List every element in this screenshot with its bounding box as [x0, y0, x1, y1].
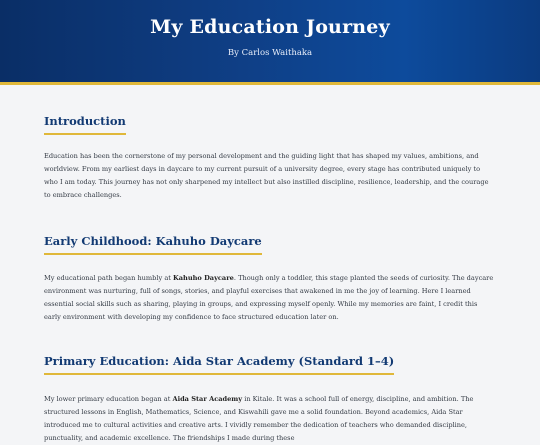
paragraph-text: My lower primary education began at: [44, 395, 173, 403]
section-heading-introduction: Introduction: [44, 114, 126, 135]
section-paragraph-early-childhood: [44, 272, 496, 324]
paragraph-text: My educational path began humbly at: [44, 274, 174, 282]
section-paragraph-primary-education: [44, 393, 496, 445]
paragraph-text: in Kitale. It was a school full of energy, discipline, and ambition. The structured lessons in English, Mathematics, Science, and Kiswahili gave me a solid foundation. Beyond academics, Aida Star introduced me to cultural activities and creative arts. I vividly remember the dedication of teachers who demanded discipline, punctuality, and academic excellence. The friendships I made during these: [44, 395, 474, 442]
author-byline: By Carlos Waithaka: [227, 48, 313, 58]
section-heading-primary-education: Primary Education: Aida Star Academy (Standard 1–4): [44, 354, 394, 375]
article-body: [0, 85, 540, 445]
page-title: My Education Journey: [150, 16, 390, 38]
page-header: [0, 0, 540, 85]
section-heading-early-childhood: Early Childhood: Kahuho Daycare: [44, 234, 262, 255]
section-paragraph-introduction: Education has been the cornerstone of my personal development and the guiding light that has shaped my values, ambitions, and worldview. From my earliest days in daycare to my current pursuit of a university degree, every stage has contributed uniquely to who I am today. This journey has not only sharpened my intellect but also instilled discipline, resilience, leadership, and the courage to embrace challenges.: [44, 152, 489, 199]
section-primary-education: [44, 324, 496, 445]
paragraph-text: . Though only a toddler, this stage planted the seeds of curiosity. The daycare environment was nurturing, full of songs, stories, and playful exercises that awakened in me the joy of learning. Here I learned essential social skills such as sharing, playing in groups, and expressing myself openly. While my memories are faint, I credit this early environment with developing my confidence to face structured education later on.: [44, 274, 494, 321]
section-early-childhood: [44, 202, 496, 324]
school-name: Kahuho Daycare: [173, 274, 234, 282]
school-name: Aida Star Academy: [172, 395, 243, 403]
section-introduction: [44, 85, 496, 202]
